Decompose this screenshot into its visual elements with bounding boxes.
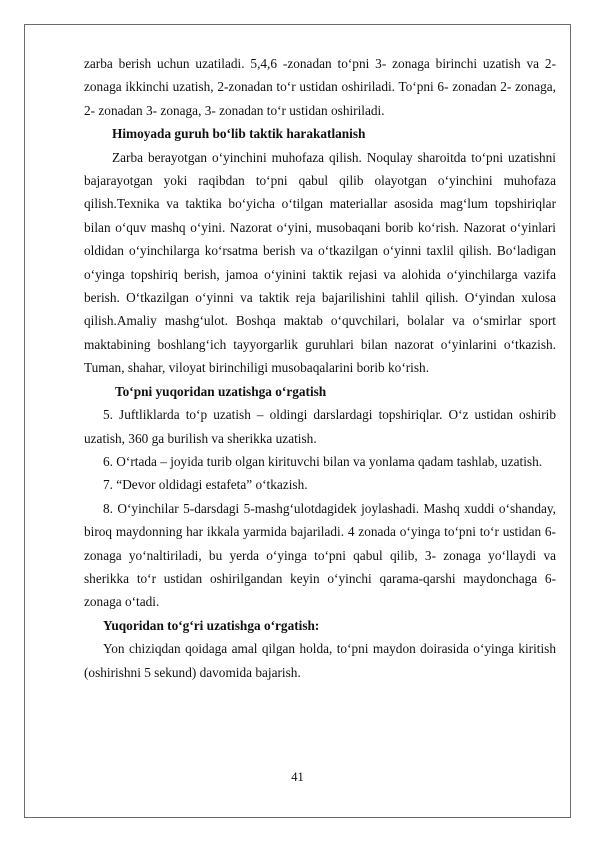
- list-item: 8. O‘yinchilar 5-darsdagi 5-mashg‘ulotdagidek joylashadi. Mashq xuddi o‘shanday, biroq maydonning har ikkala yarmida bajariladi. 4 zonada o‘yinga to‘pni to‘r ustidan 6-zonaga yo‘naltiriladi, bu yerda o‘yinga to‘pni qabul qilib, 3- zonaga yo‘llaydi va sherikka to‘r ustidan oshirilgandan keyin o‘yinchi qarama-qarshi maydonchaga 6-zonaga o‘tadi.: [84, 500, 556, 610]
- section-heading-overhead-pass: To‘pni yuqoridan uzatishga o‘rgatish: [115, 383, 327, 399]
- section-heading-straight-overhead-pass: Yuqoridan to‘g‘ri uzatishga o‘rgatish:: [103, 617, 320, 633]
- document-body: [84, 52, 556, 684]
- paragraph-continuation: zarba berish uchun uzatiladi. 5,4,6 -zonadan to‘pni 3- zonaga birinchi uzatish va 2- zonaga ikkinchi uzatish, 2-zonadan to‘r ustidan oshiriladi. To‘pni 6- zonadan 2- zonaga, 2- zonadan 3- zonaga, 3- zonadan to‘r ustidan oshiriladi.: [84, 56, 556, 118]
- section-heading-defense-tactics: Himoyada guruh bo‘lib taktik harakatlanish: [112, 126, 366, 142]
- paragraph-defense-tactics: Zarba berayotgan o‘yinchini muhofaza qilish. Noqulay sharoitda to‘pni uzatishni bajarayotgan yoki raqibdan to‘pni qabul qilib olayotgan o‘yinchini muhofaza qilish.Texnika va taktika bo‘yicha o‘tilgan materiallar asosida mag‘lum topshiriqlar bilan o‘quv mashq o‘yini. Nazorat o‘yini, musobaqani borib ko‘rish. Nazorat o‘yinlari oldidan o‘yinchilarga ko‘rsatma berish va o‘tkazilgan o‘yinni taxlil qilish. Bo‘ladigan o‘yinga topshiriq berish, jamoa o‘yinini taktik rejasi va alohida o‘yinchilarga vazifa berish. O‘tkazilgan o‘yinni va taktik reja bajarilishini tahlil qilish. O‘yindan xulosa qilish.Amaliy mashg‘ulot. Boshqa maktab o‘quvchilari, bolalar va o‘smirlar sport maktabining boshlang‘ich tayyorgarlik guruhlari bilan nazorat o‘yinlarini o‘tkazish. Tuman, shahar, viloyat birinchiligi musobaqalarini borib ko‘rish.: [84, 149, 556, 376]
- list-item: 7. “Devor oldidagi estafeta” o‘tkazish.: [103, 477, 308, 493]
- list-item: 5. Juftliklarda to‘p uzatish – oldingi darslardagi topshiriqlar. O‘z ustidan oshirib uzatish, 360 ga burilish va sherikka uzatish.: [84, 407, 556, 446]
- paragraph-serve-rule: Yon chiziqdan qoidaga amal qilgan holda, to‘pni maydon doirasida o‘yinga kiritish (oshirishni 5 sekund) davomida bajarish.: [84, 641, 556, 680]
- page-number: 41: [291, 770, 304, 784]
- list-item: 6. O‘rtada – joyida turib olgan kirituvchi bilan va yonlama qadam tashlab, uzatish.: [103, 453, 543, 469]
